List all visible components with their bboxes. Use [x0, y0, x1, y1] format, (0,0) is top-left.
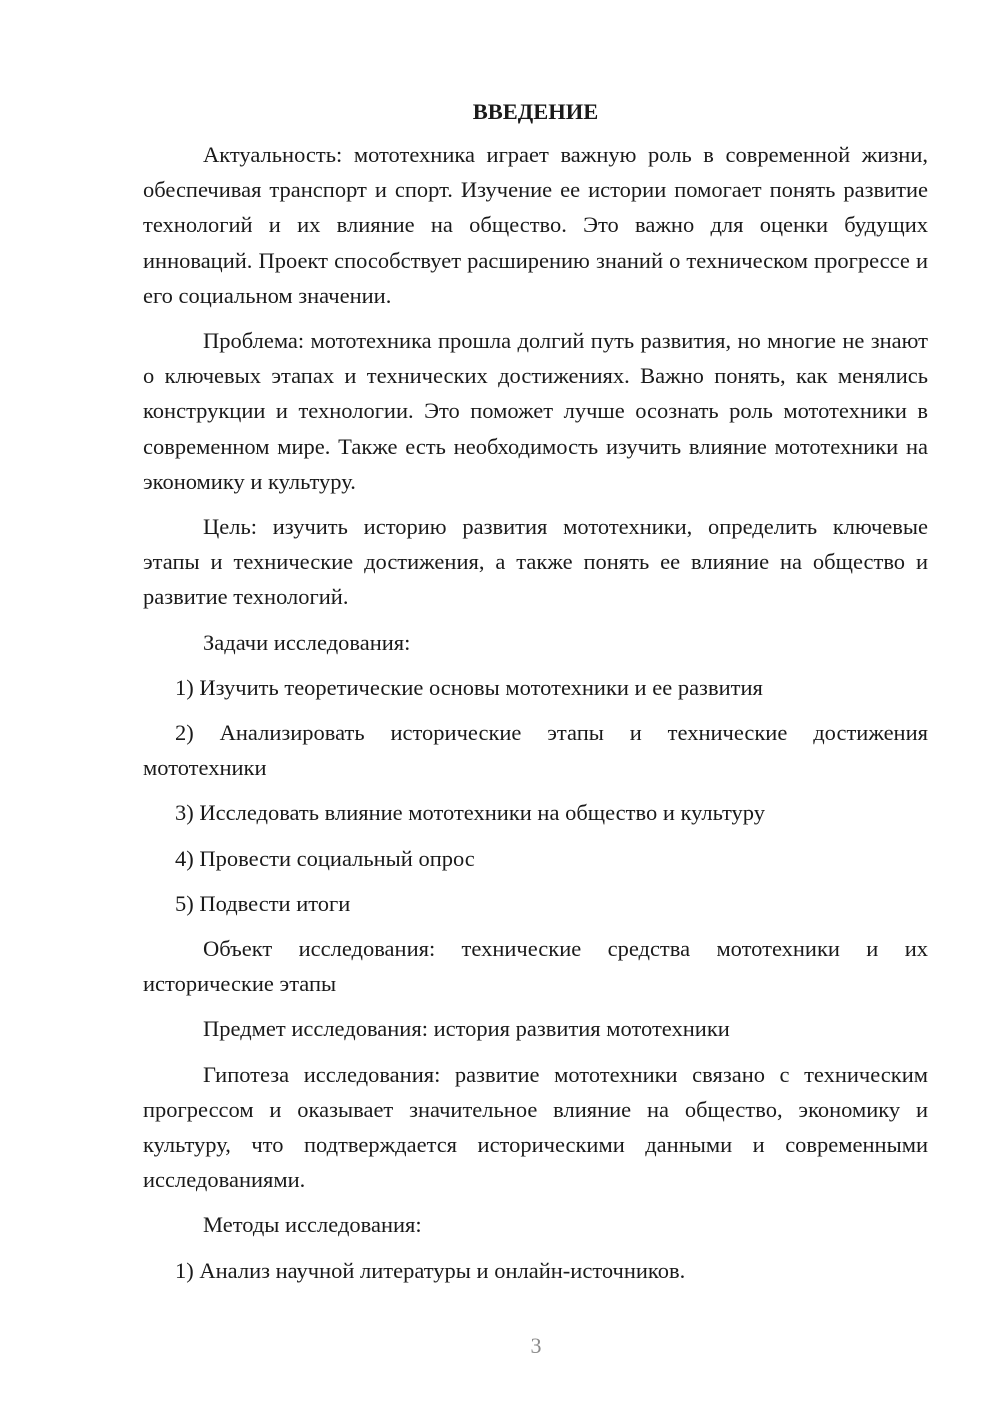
section-heading: ВВЕДЕНИЕ	[472, 99, 599, 124]
methods-title: Методы исследования:	[203, 1212, 422, 1238]
task-item: 5) Подвести итоги	[175, 890, 351, 916]
object-paragraph: Объект исследования: технические средства мототехники и их исторические этапы	[143, 936, 928, 997]
task-item: 2) Анализировать исторические этапы и технические достижения мототехники	[143, 720, 928, 781]
method-item: 1) Анализ научной литературы и онлайн-источников.	[175, 1257, 686, 1283]
task-item: 1) Изучить теоретические основы мототехники и ее развития	[175, 674, 763, 700]
task-item: 3) Исследовать влияние мототехники на общество и культуру	[175, 800, 765, 826]
hypothesis-paragraph: Гипотеза исследования: развитие мототехники связано с техническим прогрессом и оказывает значительное влияние на общество, экономику и культуру, что подтверждается историческими данными и современными исследованиями.	[143, 1061, 928, 1193]
problem-paragraph: Проблема: мототехника прошла долгий путь развития, но многие не знают о ключевых этапах и технических достижениях. Важно понять, как менялись конструкции и технологии. Это поможет лучше осознать роль мототехники в современном мире. Также есть необходимость изучить влияние мототехники на экономику и культуру.	[143, 328, 928, 494]
relevance-paragraph: Актуальность: мототехника играет важную роль в современной жизни, обеспечивая транспорт и спорт. Изучение ее истории помогает понять развитие технологий и их влияние на общество. Это важно для оценки будущих инноваций. Проект способствует расширению знаний о техническом прогрессе и его социальном значении.	[143, 142, 928, 308]
page-number: 3	[530, 1333, 542, 1358]
goal-paragraph: Цель: изучить историю развития мототехники, определить ключевые этапы и технические достижения, а также понять ее влияние на общество и развитие технологий.	[143, 514, 928, 610]
task-item: 4) Провести социальный опрос	[175, 845, 475, 871]
subject-paragraph: Предмет исследования: история развития мототехники	[203, 1016, 730, 1042]
page-content	[143, 94, 928, 1298]
tasks-title: Задачи исследования:	[203, 629, 411, 655]
